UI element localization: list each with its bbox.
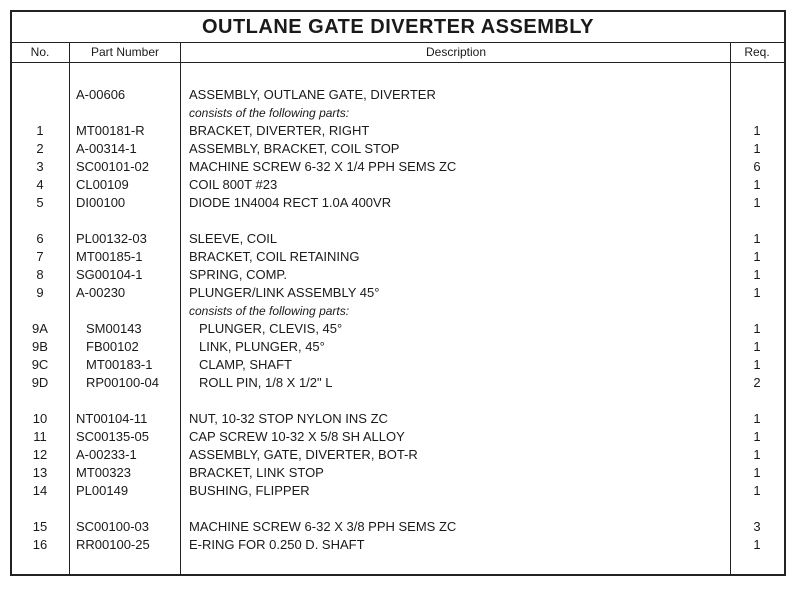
- quantity-required: 1: [753, 537, 761, 552]
- description: E-RING FOR 0.250 D. SHAFT: [189, 537, 365, 552]
- item-number: 5: [36, 195, 44, 210]
- description: BRACKET, DIVERTER, RIGHT: [189, 123, 370, 138]
- part-number: SM00143: [86, 321, 142, 336]
- part-number: NT00104-11: [76, 411, 148, 426]
- part-number: A-00233-1: [76, 447, 137, 462]
- table-row: [12, 374, 784, 392]
- column-header-row: [12, 42, 784, 63]
- part-number: MT00185-1: [76, 249, 143, 264]
- table-row: [12, 284, 784, 302]
- description: ROLL PIN, 1/8 X 1/2" L: [199, 375, 333, 390]
- quantity-required: 1: [753, 465, 761, 480]
- part-number: SC00135-05: [76, 429, 149, 444]
- item-number: 2: [36, 141, 44, 156]
- part-number: SC00101-02: [76, 159, 149, 174]
- header-no: No.: [30, 45, 50, 59]
- part-number: A-00606: [76, 87, 126, 102]
- quantity-required: 1: [753, 285, 761, 300]
- table-row: [12, 446, 784, 464]
- table-row: [12, 482, 784, 500]
- item-number: 9: [36, 285, 44, 300]
- table-row: [12, 176, 784, 194]
- part-number: PL00132-03: [76, 231, 147, 246]
- table-row: [12, 428, 784, 446]
- part-number: MT00323: [76, 465, 131, 480]
- description: ASSEMBLY, OUTLANE GATE, DIVERTER: [189, 87, 436, 102]
- table-row: [12, 122, 784, 140]
- description: BRACKET, LINK STOP: [189, 465, 324, 480]
- table-row: [12, 320, 784, 338]
- description: consists of the following parts:: [189, 106, 350, 120]
- table-row: [12, 266, 784, 284]
- header-req: Req.: [744, 45, 770, 59]
- part-number: SC00100-03: [76, 519, 149, 534]
- description: consists of the following parts:: [189, 304, 350, 318]
- quantity-required: 1: [753, 195, 761, 210]
- parts-list-sheet: [10, 10, 786, 576]
- item-number: 7: [36, 249, 44, 264]
- quantity-required: 1: [753, 411, 761, 426]
- description: PLUNGER/LINK ASSEMBLY 45°: [189, 285, 380, 300]
- table-row: [12, 356, 784, 374]
- description: SPRING, COMP.: [189, 267, 288, 282]
- quantity-required: 1: [753, 123, 761, 138]
- quantity-required: 1: [753, 177, 761, 192]
- quantity-required: 1: [753, 357, 761, 372]
- item-number: 11: [33, 429, 47, 444]
- description: LINK, PLUNGER, 45°: [199, 339, 325, 354]
- part-number: A-00230: [76, 285, 126, 300]
- description: COIL 800T #23: [189, 177, 278, 192]
- quantity-required: 1: [753, 231, 761, 246]
- table-row: [12, 248, 784, 266]
- item-number: 10: [32, 411, 48, 426]
- part-number: RR00100-25: [76, 537, 150, 552]
- item-number: 9D: [31, 375, 49, 390]
- table-row: [12, 464, 784, 482]
- part-number: PL00149: [76, 483, 129, 498]
- quantity-required: 1: [753, 447, 761, 462]
- table-row: [12, 158, 784, 176]
- part-number: CL00109: [76, 177, 129, 192]
- part-number: FB00102: [86, 339, 139, 354]
- table-row: [12, 410, 784, 428]
- item-number: 8: [36, 267, 44, 282]
- description: PLUNGER, CLEVIS, 45°: [199, 321, 343, 336]
- part-number: MT00183-1: [86, 357, 153, 372]
- item-number: 1: [36, 123, 44, 138]
- item-number: 15: [32, 519, 48, 534]
- item-number: 9A: [32, 321, 48, 336]
- description: ASSEMBLY, GATE, DIVERTER, BOT-R: [189, 447, 418, 462]
- part-number: SG00104-1: [76, 267, 143, 282]
- item-number: 4: [36, 177, 44, 192]
- quantity-required: 1: [753, 249, 761, 264]
- description: NUT, 10-32 STOP NYLON INS ZC: [189, 411, 388, 426]
- quantity-required: 1: [753, 339, 761, 354]
- description: BUSHING, FLIPPER: [189, 483, 310, 498]
- part-number: RP00100-04: [86, 375, 159, 390]
- description: SLEEVE, COIL: [189, 231, 278, 246]
- description: MACHINE SCREW 6-32 X 1/4 PPH SEMS ZC: [189, 159, 457, 174]
- item-number: 9B: [32, 339, 48, 354]
- item-number: 12: [32, 447, 48, 462]
- item-number: 13: [32, 465, 48, 480]
- description: MACHINE SCREW 6-32 X 3/8 PPH SEMS ZC: [189, 519, 457, 534]
- part-number: A-00314-1: [76, 141, 137, 156]
- description: BRACKET, COIL RETAINING: [189, 249, 360, 264]
- description: CAP SCREW 10-32 X 5/8 SH ALLOY: [189, 429, 405, 444]
- quantity-required: 3: [753, 519, 761, 534]
- header-description: Description: [425, 45, 487, 59]
- quantity-required: 6: [753, 159, 761, 174]
- table-row: [12, 230, 784, 248]
- table-row: [12, 140, 784, 158]
- table-row: [12, 338, 784, 356]
- table-row: [12, 194, 784, 212]
- quantity-required: 1: [753, 141, 761, 156]
- table-row: [12, 536, 784, 554]
- description: ASSEMBLY, BRACKET, COIL STOP: [189, 141, 400, 156]
- quantity-required: 1: [753, 267, 761, 282]
- sheet-title: OUTLANE GATE DIVERTER ASSEMBLY: [12, 12, 784, 43]
- quantity-required: 2: [753, 375, 761, 390]
- table-row: [12, 104, 784, 122]
- part-number: MT00181-R: [76, 123, 145, 138]
- quantity-required: 1: [753, 321, 761, 336]
- table-row: [12, 518, 784, 536]
- description: DIODE 1N4004 RECT 1.0A 400VR: [189, 195, 392, 210]
- item-number: 16: [32, 537, 48, 552]
- item-number: 3: [36, 159, 44, 174]
- item-number: 9C: [31, 357, 49, 372]
- table-row: [12, 302, 784, 320]
- header-part-number: Part Number: [90, 45, 160, 59]
- description: CLAMP, SHAFT: [199, 357, 292, 372]
- item-number: 6: [36, 231, 44, 246]
- quantity-required: 1: [753, 429, 761, 444]
- part-number: DI00100: [76, 195, 126, 210]
- table-row: [12, 86, 784, 104]
- item-number: 14: [32, 483, 48, 498]
- quantity-required: 1: [753, 483, 761, 498]
